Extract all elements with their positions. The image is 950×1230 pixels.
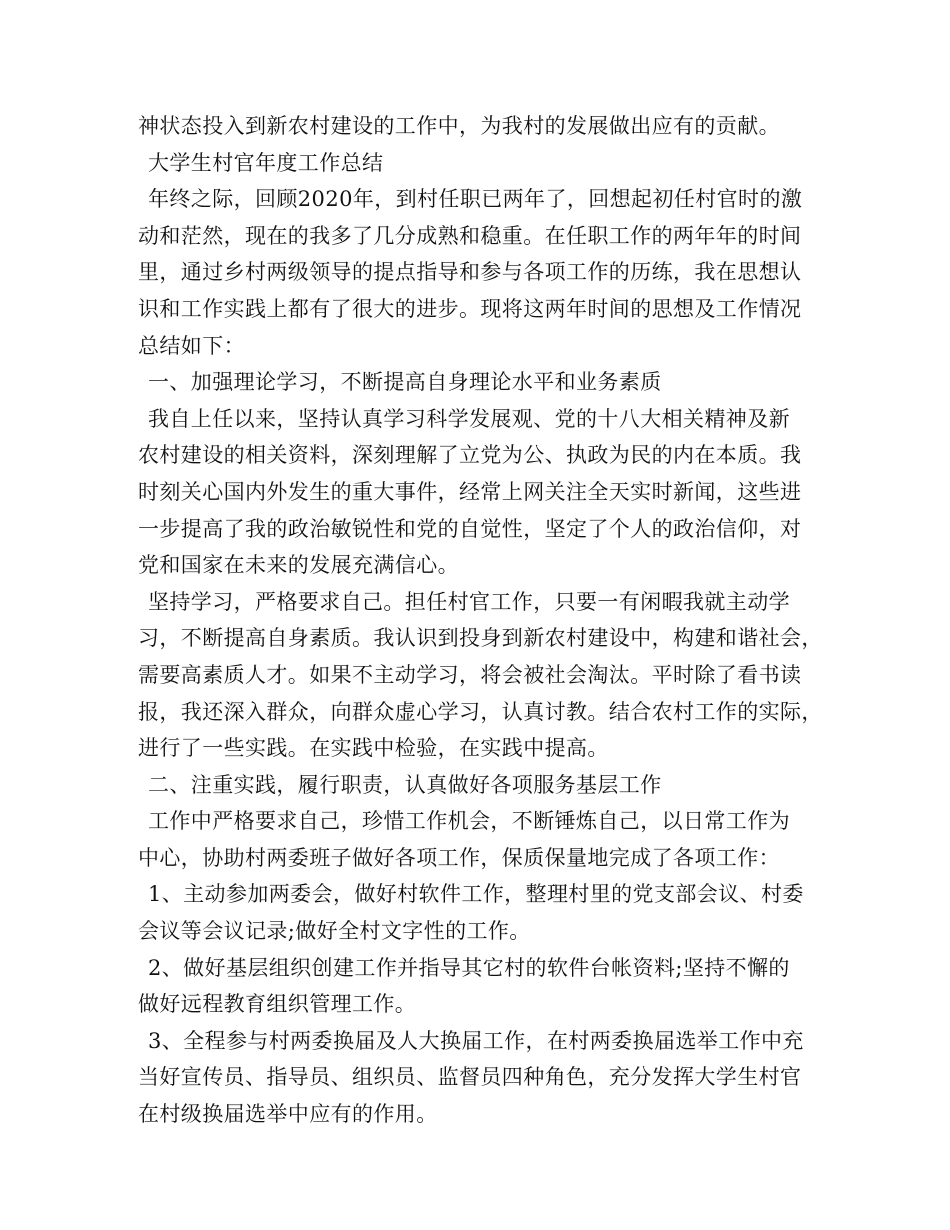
text-line: 中心，协助村两委班子做好各项工作，保质保量地完成了各项工作： <box>138 845 780 870</box>
document-body <box>138 108 828 1133</box>
text-line: 需要高素质人才。如果不主动学习，将会被社会淘汰。平时除了看书读 <box>138 662 802 687</box>
text-line: 年终之际，回顾2020年，到村任职已两年了，回想起初任村官时的激 <box>148 187 803 212</box>
list-item: 2、做好基层组织创建工作并指导其它村的软件台帐资料;坚持不懈的 <box>148 955 790 980</box>
text-line: 识和工作实践上都有了很大的进步。现将这两年时间的思想及工作情况 <box>138 296 802 321</box>
section-heading: 一、加强理论学习，不断提高自身理论水平和业务素质 <box>148 370 662 395</box>
text-line: 报，我还深入群众，向群众虚心学习，认真讨教。结合农村工作的实际， <box>138 699 823 724</box>
text-line: 农村建设的相关资料，深刻理解了立党为公、执政为民的内在本质。我 <box>138 443 802 468</box>
text-line: 进行了一些实践。在实践中检验，在实践中提高。 <box>138 736 609 761</box>
section-title: 大学生村官年度工作总结 <box>148 150 384 175</box>
text-line: 里，通过乡村两级领导的提点指导和参与各项工作的历练，我在思想认 <box>138 260 802 285</box>
text-line: 习，不断提高自身素质。我认识到投身到新农村建设中，构建和谐社会， <box>138 626 823 651</box>
text-line: 在村级换届选举中应有的作用。 <box>138 1102 438 1127</box>
text-line: 一步提高了我的政治敏锐性和党的自觉性，坚定了个人的政治信仰，对 <box>138 516 802 541</box>
text-line: 我自上任以来，坚持认真学习科学发展观、党的十八大相关精神及新 <box>148 406 790 431</box>
list-item: 3、全程参与村两委换届及人大换届工作，在村两委换届选举工作中充 <box>148 1028 804 1053</box>
text-line: 坚持学习，严格要求自己。担任村官工作，只要一有闲暇我就主动学 <box>148 589 790 614</box>
text-line: 党和国家在未来的发展充满信心。 <box>138 553 459 578</box>
section-heading: 二、注重实践，履行职责，认真做好各项服务基层工作 <box>148 772 662 797</box>
text-line: 总结如下： <box>138 333 245 358</box>
text-line: 神状态投入到新农村建设的工作中，为我村的发展做出应有的贡献。 <box>138 114 780 138</box>
text-line: 会议等会议记录;做好全村文字性的工作。 <box>138 919 531 944</box>
text-line: 工作中严格要求自己，珍惜工作机会，不断锤炼自己，以日常工作为 <box>148 809 790 834</box>
text-line: 动和茫然，现在的我多了几分成熟和稳重。在任职工作的两年年的时间 <box>138 223 802 248</box>
text-line: 时刻关心国内外发生的重大事件，经常上网关注全天实时新闻，这些进 <box>138 479 802 504</box>
text-line: 做好远程教育组织管理工作。 <box>138 992 417 1017</box>
text-line: 当好宣传员、指导员、组织员、监督员四种角色，充分发挥大学生村官 <box>138 1065 802 1090</box>
list-item: 1、主动参加两委会，做好村软件工作，整理村里的党支部会议、村委 <box>148 882 804 907</box>
